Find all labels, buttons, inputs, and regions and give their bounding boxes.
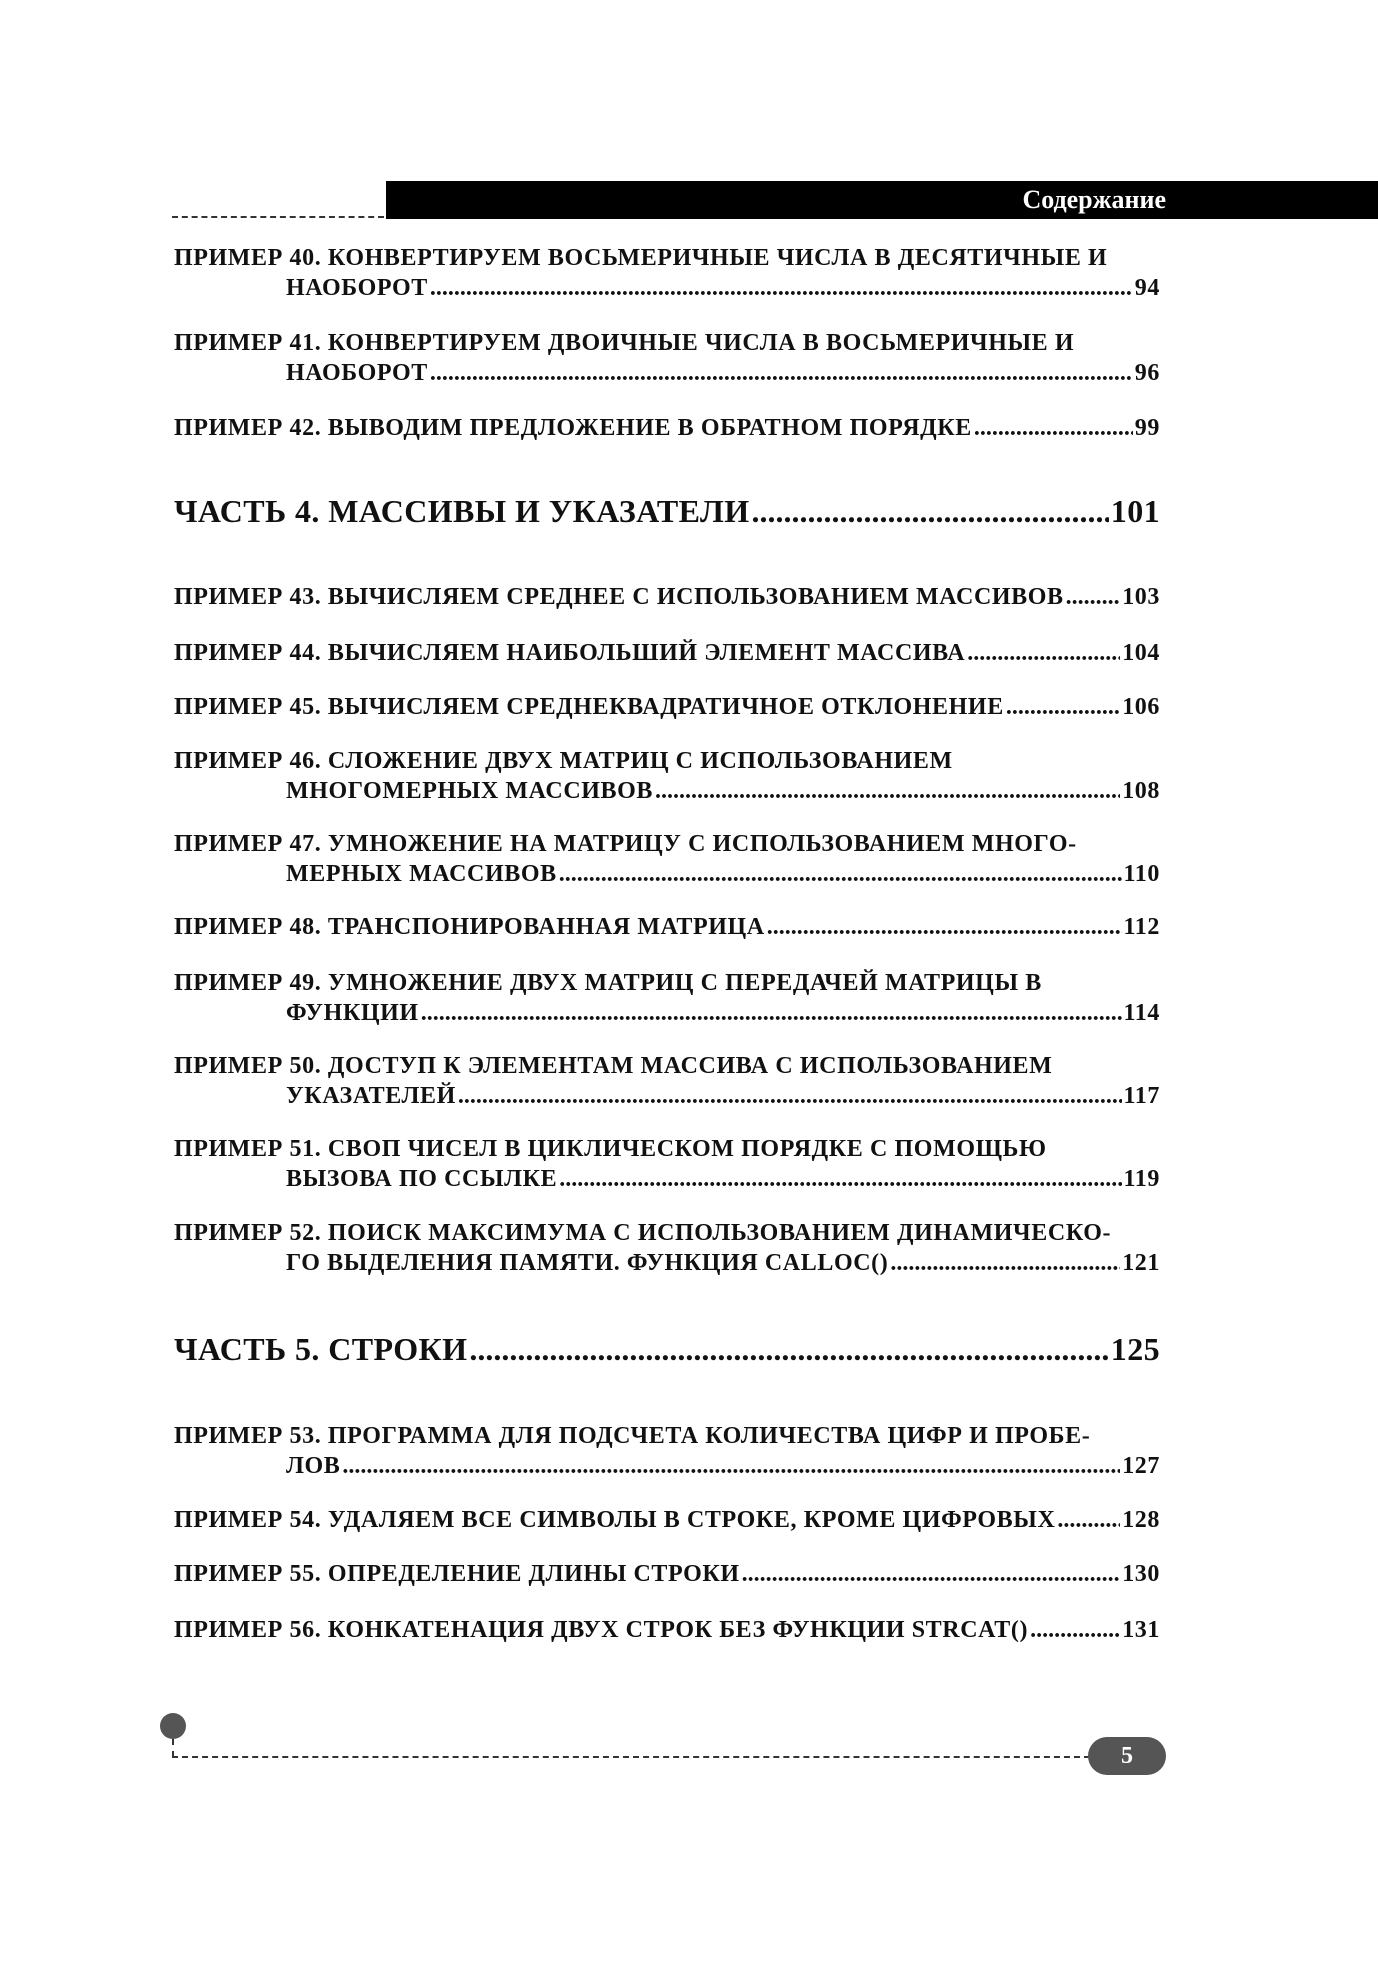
toc-entry-52[interactable] [174,1218,1160,1278]
running-header-title: Содержание [1022,185,1166,214]
toc-entry-48[interactable] [174,912,1160,942]
toc-entry-page: 130 [1122,1561,1160,1587]
toc-entry-56[interactable] [174,1615,1160,1645]
leader-dots [430,273,1133,303]
leader-dots [974,413,1133,443]
toc-entry-page: 99 [1134,415,1160,441]
toc-entry-title: ПРИМЕР 45. ВЫЧИСЛЯЕМ СРЕДНЕКВАДРАТИЧНОЕ ОТКЛОНЕНИЕ [174,694,1004,720]
toc-entry-45[interactable] [174,692,1160,722]
leader-dots [421,998,1122,1028]
leader-dots [751,491,1108,531]
leader-dots [742,1559,1121,1589]
toc-entry-43[interactable] [174,582,1160,612]
table-of-contents [174,243,1160,1645]
toc-entry-page: 127 [1122,1453,1160,1479]
toc-entry-49[interactable] [174,968,1160,1028]
toc-entry-title: ПРИМЕР 50. ДОСТУП К ЭЛЕМЕНТАМ МАССИВА С ИСПОЛЬЗОВАНИЕМ [174,1053,1053,1079]
toc-part-title: ЧАСТЬ 5. СТРОКИ [174,1331,468,1367]
toc-entry-51[interactable] [174,1134,1160,1194]
toc-part-page: 101 [1110,493,1160,529]
toc-entry-title: ПРИМЕР 44. ВЫЧИСЛЯЕМ НАИБОЛЬШИЙ ЭЛЕМЕНТ МАССИВА [174,640,966,666]
toc-entry-53[interactable] [174,1421,1160,1481]
leader-dots [890,1248,1120,1278]
toc-entry-55[interactable] [174,1559,1160,1589]
toc-entry-title: ПРИМЕР 49. УМНОЖЕНИЕ ДВУХ МАТРИЦ С ПЕРЕДАЧЕЙ МАТРИЦЫ В [174,970,1042,996]
toc-entry-page: 106 [1122,694,1160,720]
toc-entry-41[interactable] [174,328,1160,388]
toc-entry-title-cont: НАОБОРОТ [286,275,428,301]
leader-dots [559,1164,1121,1194]
leader-dots [469,1329,1108,1369]
toc-entry-title-cont: ГО ВЫДЕЛЕНИЯ ПАМЯТИ. ФУНКЦИЯ CALLOC() [286,1250,889,1276]
page-number-badge: 5 [1088,1737,1166,1775]
leader-dots [430,358,1133,388]
toc-entry-page: 94 [1134,275,1160,301]
leader-dots [967,638,1120,668]
toc-entry-page: 96 [1134,360,1160,386]
toc-entry-page: 103 [1122,584,1160,610]
toc-entry-50[interactable] [174,1051,1160,1111]
toc-entry-page: 108 [1122,778,1160,804]
leader-dots [767,912,1122,942]
toc-entry-page: 117 [1123,1083,1160,1109]
toc-entry-54[interactable] [174,1505,1160,1535]
toc-entry-title-cont: ФУНКЦИИ [286,1000,419,1026]
toc-entry-page: 128 [1122,1507,1160,1533]
toc-part-4[interactable] [174,491,1160,531]
leader-dots [1030,1615,1120,1645]
leader-dots [342,1451,1120,1481]
toc-entry-44[interactable] [174,638,1160,668]
toc-entry-title-cont: ЛОВ [286,1453,341,1479]
header-bar [386,181,1378,219]
toc-entry-page: 104 [1122,640,1160,666]
leader-dots [1006,692,1120,722]
toc-entry-title-cont: МНОГОМЕРНЫХ МАССИВОВ [286,778,654,804]
leader-dots [1066,582,1121,612]
toc-entry-title-cont: УКАЗАТЕЛЕЙ [286,1083,456,1109]
toc-entry-title: ПРИМЕР 43. ВЫЧИСЛЯЕМ СРЕДНЕЕ С ИСПОЛЬЗОВАНИЕМ МАССИВОВ [174,584,1064,610]
toc-entry-page: 119 [1123,1166,1160,1192]
toc-entry-title: ПРИМЕР 48. ТРАНСПОНИРОВАННАЯ МАТРИЦА [174,914,765,940]
toc-entry-title: ПРИМЕР 41. КОНВЕРТИРУЕМ ДВОИЧНЫЕ ЧИСЛА В ВОСЬМЕРИЧНЫЕ И [174,330,1075,356]
header-dashed-rule [172,216,384,218]
toc-part-title: ЧАСТЬ 4. МАССИВЫ И УКАЗАТЕЛИ [174,493,750,529]
toc-entry-title: ПРИМЕР 42. ВЫВОДИМ ПРЕДЛОЖЕНИЕ В ОБРАТНОМ ПОРЯДКЕ [174,415,972,441]
toc-entry-47[interactable] [174,829,1160,889]
toc-entry-title: ПРИМЕР 51. СВОП ЧИСЕЛ В ЦИКЛИЧЕСКОМ ПОРЯДКЕ С ПОМОЩЬЮ [174,1136,1047,1162]
toc-entry-46[interactable] [174,746,1160,806]
toc-entry-page: 131 [1122,1617,1160,1643]
leader-dots [559,859,1122,889]
toc-entry-title: ПРИМЕР 52. ПОИСК МАКСИМУМА С ИСПОЛЬЗОВАНИЕМ ДИНАМИЧЕСКО- [174,1220,1112,1246]
toc-part-page: 125 [1110,1331,1160,1367]
toc-entry-page: 114 [1123,1000,1160,1026]
toc-entry-title-cont: ВЫЗОВА ПО ССЫЛКЕ [286,1166,558,1192]
toc-part-5[interactable] [174,1329,1160,1369]
leader-dots [1057,1505,1120,1535]
toc-entry-title-cont: МЕРНЫХ МАССИВОВ [286,861,557,887]
toc-entry-page: 110 [1123,861,1160,887]
toc-entry-title: ПРИМЕР 56. КОНКАТЕНАЦИЯ ДВУХ СТРОК БЕЗ ФУНКЦИИ STRCAT() [174,1617,1029,1643]
toc-entry-page: 112 [1123,914,1160,940]
toc-entry-title: ПРИМЕР 47. УМНОЖЕНИЕ НА МАТРИЦУ С ИСПОЛЬЗОВАНИЕМ МНОГО- [174,831,1077,857]
toc-entry-title-cont: НАОБОРОТ [286,360,428,386]
leader-dots [458,1081,1122,1111]
toc-entry-42[interactable] [174,413,1160,443]
toc-entry-40[interactable] [174,243,1160,303]
toc-entry-title: ПРИМЕР 55. ОПРЕДЕЛЕНИЕ ДЛИНЫ СТРОКИ [174,1561,740,1587]
footer-dot-ornament [160,1713,186,1739]
toc-entry-title: ПРИМЕР 46. СЛОЖЕНИЕ ДВУХ МАТРИЦ С ИСПОЛЬЗОВАНИЕМ [174,748,953,774]
footer-dashed-connector [172,1739,174,1757]
toc-entry-title: ПРИМЕР 53. ПРОГРАММА ДЛЯ ПОДСЧЕТА КОЛИЧЕСТВА ЦИФР И ПРОБЕ- [174,1423,1091,1449]
footer-dashed-rule [172,1756,1090,1758]
leader-dots [655,776,1120,806]
toc-entry-title: ПРИМЕР 40. КОНВЕРТИРУЕМ ВОСЬМЕРИЧНЫЕ ЧИСЛА В ДЕСЯТИЧНЫЕ И [174,245,1108,271]
toc-entry-title: ПРИМЕР 54. УДАЛЯЕМ ВСЕ СИМВОЛЫ В СТРОКЕ, КРОМЕ ЦИФРОВЫХ [174,1507,1056,1533]
toc-entry-page: 121 [1122,1250,1160,1276]
